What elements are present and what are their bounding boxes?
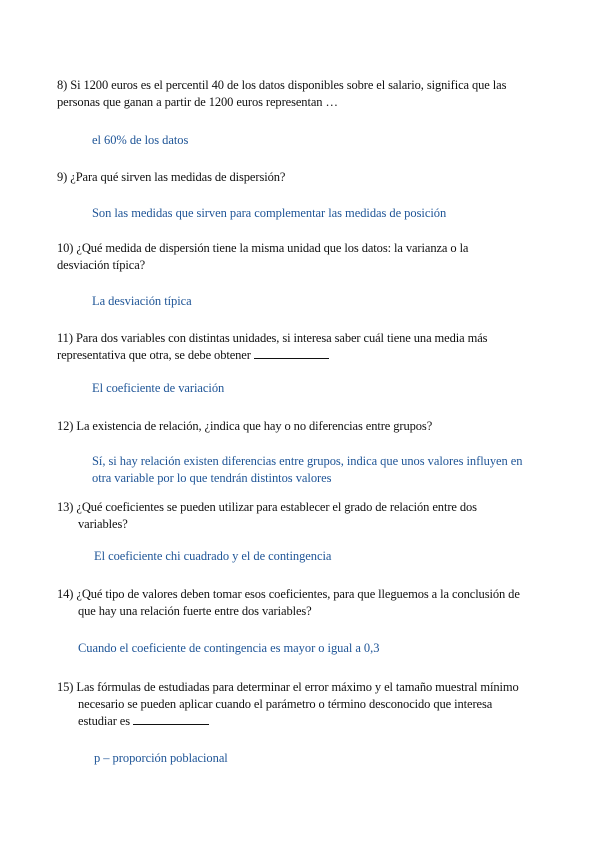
question-number: 13): [57, 500, 74, 514]
question-number: 15): [57, 680, 74, 694]
question-text: necesario se pueden aplicar cuando el parámetro o término desconocido que interesa: [78, 697, 493, 711]
question-12: [57, 418, 522, 435]
question-9: [57, 169, 522, 186]
question-15: [57, 679, 527, 730]
question-13: [57, 499, 522, 533]
answer-14: Cuando el coeficiente de contingencia es mayor o igual a 0,3: [78, 641, 380, 655]
answer-10: La desviación típica: [92, 294, 192, 308]
question-number: 10): [57, 241, 74, 255]
question-text: ¿Qué tipo de valores deben tomar esos coeficientes, para que lleguemos a la conclusión de: [76, 587, 520, 601]
answer-8: el 60% de los datos: [92, 133, 189, 147]
answer-11: El coeficiente de variación: [92, 381, 225, 395]
question-text: variables?: [78, 517, 128, 531]
question-number: 14): [57, 587, 74, 601]
answer-13: El coeficiente chi cuadrado y el de contingencia: [94, 549, 332, 563]
question-text: Si 1200 euros es el percentil 40 de los datos disponibles sobre el salario, significa que las: [70, 78, 507, 92]
question-text: que hay una relación fuerte entre dos variables?: [78, 604, 312, 618]
question-text: ¿Para qué sirven las medidas de dispersión?: [70, 170, 286, 184]
answer-15: p – proporción poblacional: [94, 751, 228, 765]
question-text: La existencia de relación, ¿indica que hay o no diferencias entre grupos?: [76, 419, 433, 433]
question-text: personas que ganan a partir de 1200 euros representan …: [57, 95, 338, 109]
question-number: 11): [57, 331, 73, 345]
question-11: [57, 330, 522, 364]
answer-12: [92, 453, 523, 487]
question-text-line: [57, 713, 527, 730]
answer-blank: [254, 347, 329, 359]
question-8: [57, 77, 522, 111]
answer-9: Son las medidas que sirven para complementar las medidas de posición: [92, 206, 447, 220]
question-text: representativa que otra, se debe obtener: [57, 348, 251, 362]
question-text: estudiar es: [78, 714, 131, 728]
question-text: ¿Qué coeficientes se pueden utilizar para establecer el grado de relación entre dos: [76, 500, 477, 514]
question-text: Las fórmulas de estudiadas para determinar el error máximo y el tamaño muestral mínimo: [76, 680, 519, 694]
answer-text: Sí, si hay relación existen diferencias entre grupos, indica que unos valores influyen en: [92, 454, 523, 468]
answer-blank: [133, 713, 209, 725]
question-number: 9): [57, 170, 68, 184]
question-10: [57, 240, 522, 274]
question-text: Para dos variables con distintas unidades, si interesa saber cuál tiene una media más: [75, 331, 488, 345]
question-number: 12): [57, 419, 74, 433]
question-14: [57, 586, 527, 620]
question-text: desviación típica?: [57, 258, 146, 272]
answer-text: otra variable por lo que tendrán distintos valores: [92, 471, 332, 485]
question-text: ¿Qué medida de dispersión tiene la misma unidad que los datos: la varianza o la: [76, 241, 469, 255]
question-number: 8): [57, 78, 68, 92]
